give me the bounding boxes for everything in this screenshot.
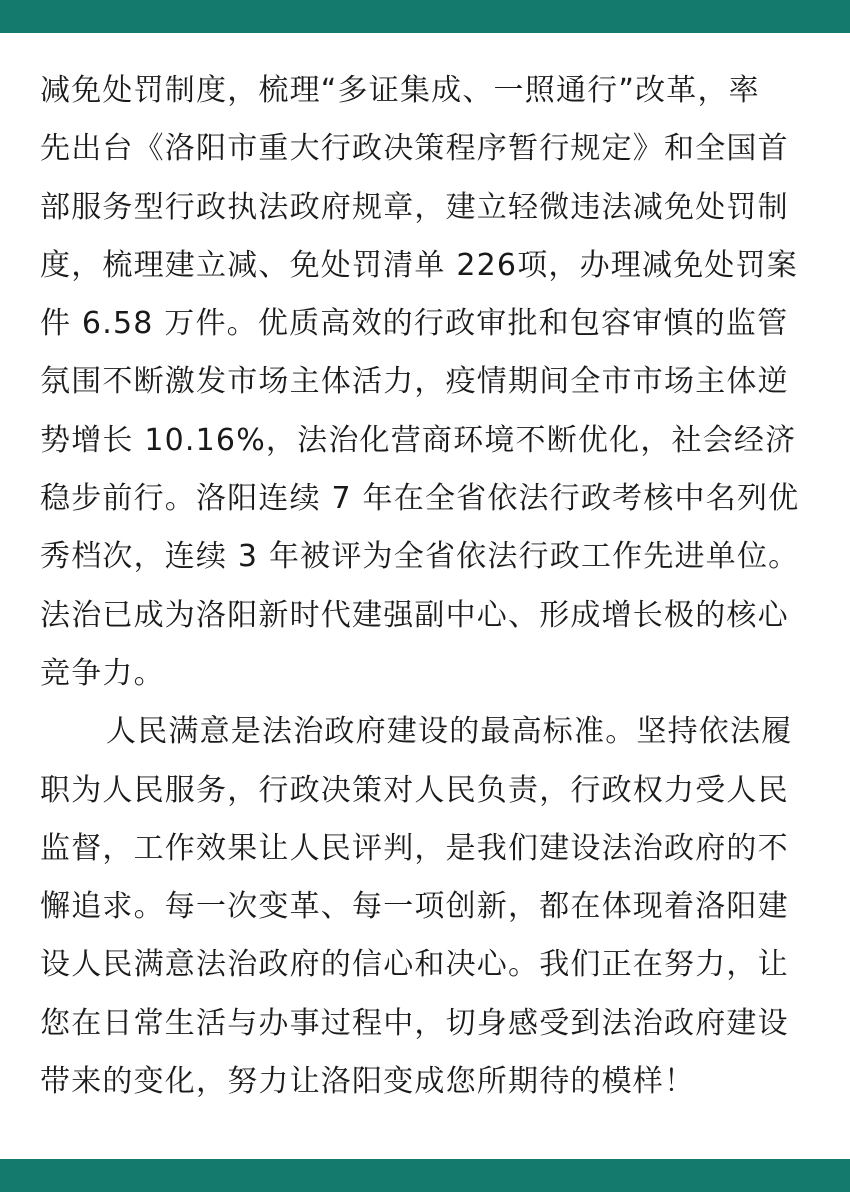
top-header-band — [0, 0, 850, 33]
text-line: 度，梳理建立减、免处罚清单 226项，办理减免处罚案 — [40, 247, 798, 283]
text-line: 人民满意是法治政府建设的最高标准。坚持依法履 — [106, 714, 793, 750]
text-line: 监督，工作效果让人民评判，是我们建设法治政府的不 — [40, 830, 789, 866]
bottom-footer-band — [0, 1159, 850, 1192]
paragraph-1 — [40, 62, 814, 703]
text-line: 懈追求。每一次变革、每一项创新，都在体现着洛阳建 — [40, 889, 789, 925]
text-line: 先出台《洛阳市重大行政决策程序暂行规定》和全国首 — [40, 131, 789, 167]
text-line: 势增长 10.16%，法治化营商环境不断优化，社会经济 — [40, 422, 797, 458]
text-line: 您在日常生活与办事过程中，切身感受到法治政府建设 — [40, 1005, 789, 1041]
text-line: 带来的变化，努力让洛阳变成您所期待的模样！ — [40, 1064, 696, 1100]
paragraph-2 — [40, 703, 814, 1111]
text-line: 竞争力。 — [40, 655, 165, 691]
article-body — [40, 62, 814, 1111]
text-line: 部服务型行政执法政府规章，建立轻微违法减免处罚制 — [40, 189, 789, 225]
text-line: 秀档次，连续 3 年被评为全省依法行政工作先进单位。 — [40, 539, 800, 575]
text-line: 职为人民服务，行政决策对人民负责，行政权力受人民 — [40, 772, 789, 808]
text-line: 减免处罚制度，梳理“多证集成、一照通行”改革，率 — [40, 73, 760, 108]
text-line: 稳步前行。洛阳连续 7 年在全省依法行政考核中名列优 — [40, 481, 800, 517]
text-line: 件 6.58 万件。优质高效的行政审批和包容审慎的监管 — [40, 306, 789, 342]
text-line: 设人民满意法治政府的信心和决心。我们正在努力，让 — [40, 947, 789, 983]
text-line: 氛围不断激发市场主体活力，疫情期间全市市场主体逆 — [40, 364, 789, 400]
text-line: 法治已成为洛阳新时代建强副中心、形成增长极的核心 — [40, 597, 789, 633]
